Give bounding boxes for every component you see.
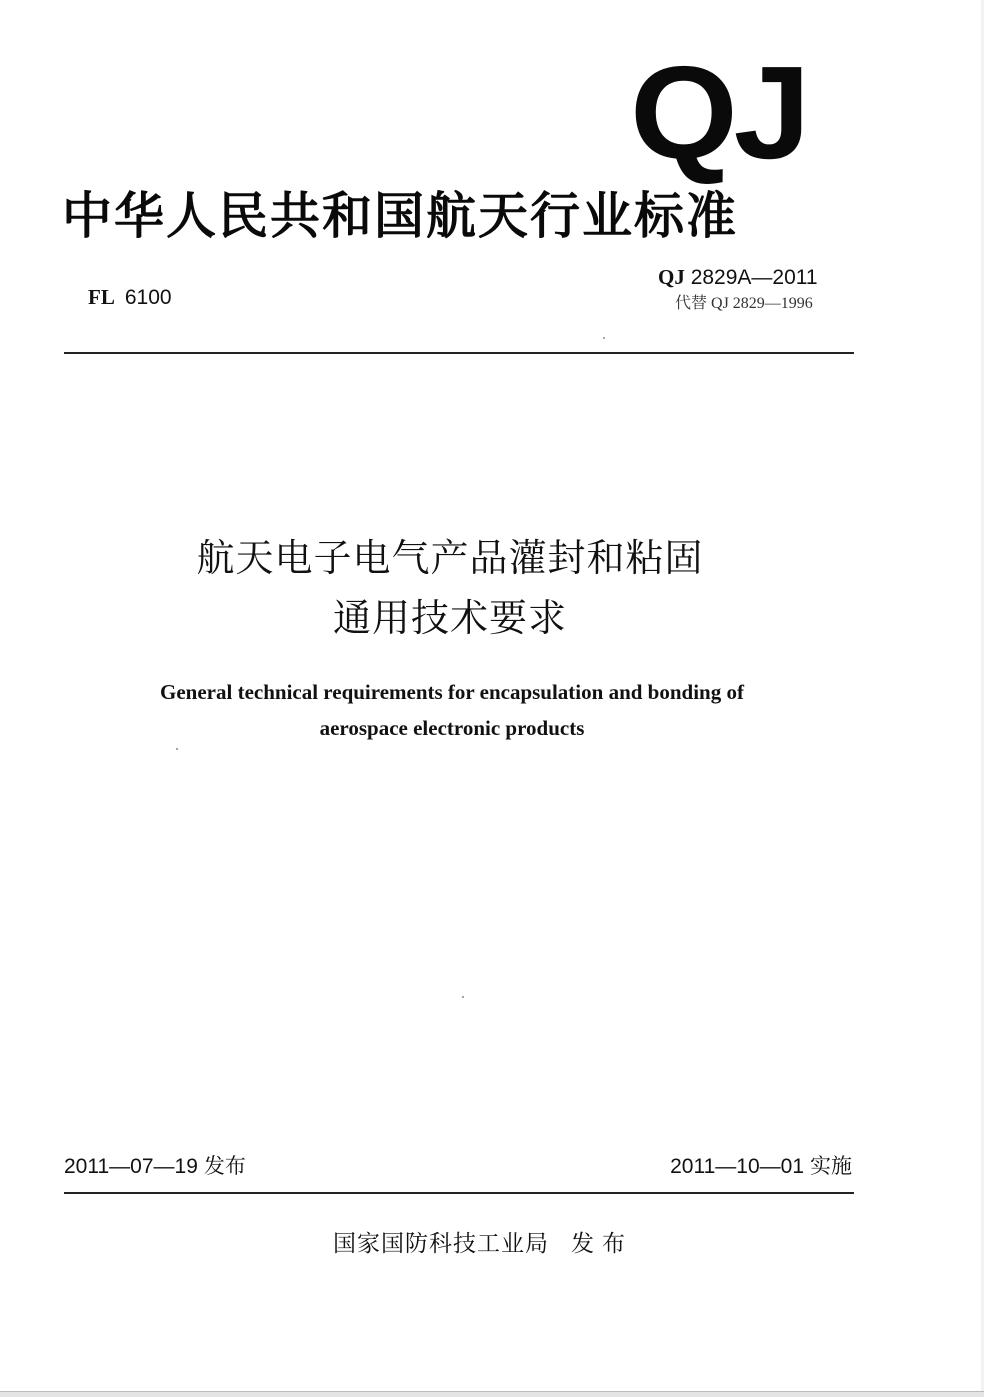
publisher-line [0, 1228, 966, 1260]
issue-date-label: 发布 [203, 1154, 246, 1178]
english-title-line-1: General technical requirements for encapsulation and bonding of [160, 680, 744, 704]
effective-date-value: 2011—10—01 [670, 1155, 804, 1178]
chinese-title-line-1: 航天电子电气产品灌封和粘固 [196, 536, 704, 580]
issue-date-value: 2011—07—19 [64, 1155, 198, 1178]
english-title-line-2: aerospace electronic products [319, 716, 585, 740]
scan-speck [462, 996, 464, 998]
scan-speck [176, 748, 178, 750]
publisher-name: 国家国防科技工业局 [333, 1231, 549, 1257]
standard-number [658, 264, 818, 291]
replaces-label: 代替 [675, 295, 708, 312]
chinese-title-line-2: 通用技术要求 [332, 596, 567, 640]
issue-date [64, 1152, 246, 1181]
scan-bottom-edge [0, 1391, 984, 1397]
replaces-number: QJ 2829—1996 [711, 295, 813, 312]
replaces-standard [675, 293, 813, 315]
standard-category-title: 中华人民共和国航天行业标准 [62, 187, 738, 245]
publish-action: 发布 [571, 1231, 633, 1257]
effective-date-label: 实施 [810, 1154, 852, 1178]
qj-logo: QJ [630, 39, 807, 186]
classification-number: 6100 [124, 286, 172, 309]
scan-speck [603, 337, 605, 339]
classification-code [88, 284, 172, 311]
standard-number-value: 2829A—2011 [690, 266, 818, 289]
standard-prefix: QJ [658, 265, 685, 289]
header-divider [64, 352, 854, 354]
footer-divider [64, 1192, 854, 1194]
effective-date [670, 1152, 852, 1181]
classification-prefix: FL [88, 285, 115, 309]
